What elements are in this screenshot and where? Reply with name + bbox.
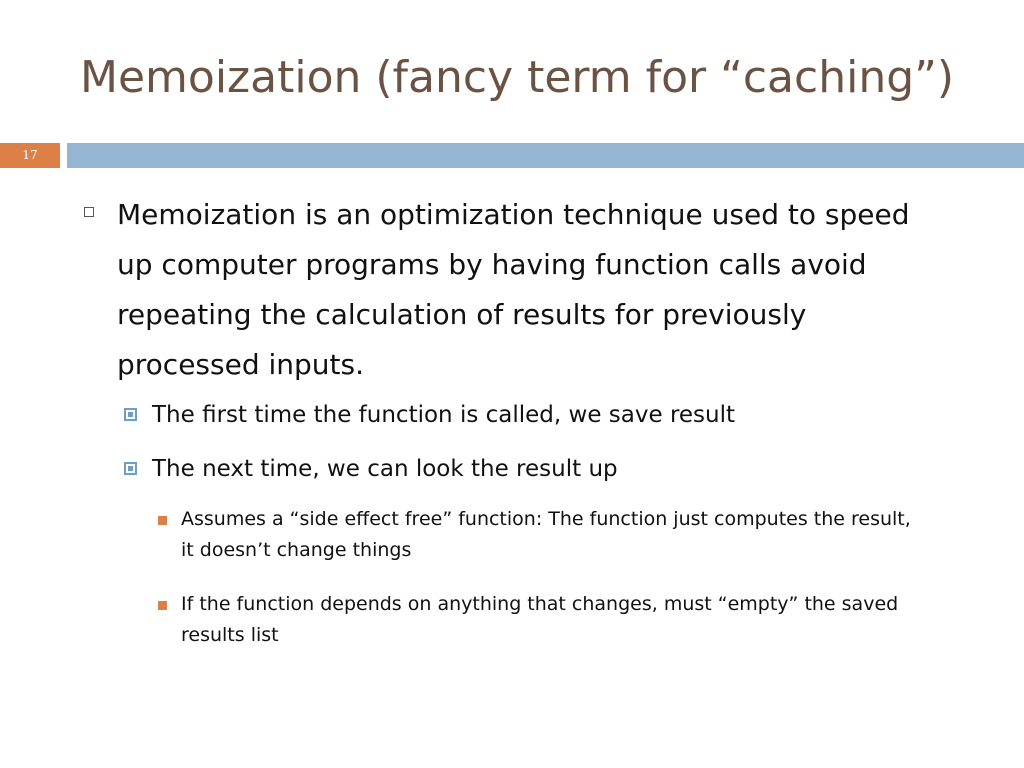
filled-square-bullet-icon <box>158 601 167 610</box>
bullet-level-1 <box>117 190 947 390</box>
filled-square-bullet-icon <box>158 516 167 525</box>
slide-title: Memoization (fancy term for “caching”) <box>80 52 955 103</box>
framed-square-bullet-icon <box>124 408 137 421</box>
bullet-text: The first time the function is called, we save result <box>152 402 736 428</box>
bullet-text: Assumes a “side effect free” function: The function just computes the result, it doesn’t change things <box>181 508 911 561</box>
bullet-text: The next time, we can look the result up <box>152 456 618 482</box>
hollow-square-bullet-icon <box>84 207 94 217</box>
framed-square-bullet-icon <box>124 462 137 475</box>
bullet-level-2 <box>152 399 735 431</box>
slide-number-badge: 17 <box>0 143 60 168</box>
bullet-text: Memoization is an optimization technique used to speed up computer programs by having function calls avoid repeating the calculation of results for previously processed inputs. <box>117 198 910 381</box>
header-divider-bar <box>67 143 1024 168</box>
bullet-text: If the function depends on anything that changes, must “empty” the saved results list <box>181 593 899 646</box>
bullet-level-2 <box>152 453 618 485</box>
bullet-level-3 <box>181 504 911 566</box>
bullet-level-3 <box>181 589 911 651</box>
